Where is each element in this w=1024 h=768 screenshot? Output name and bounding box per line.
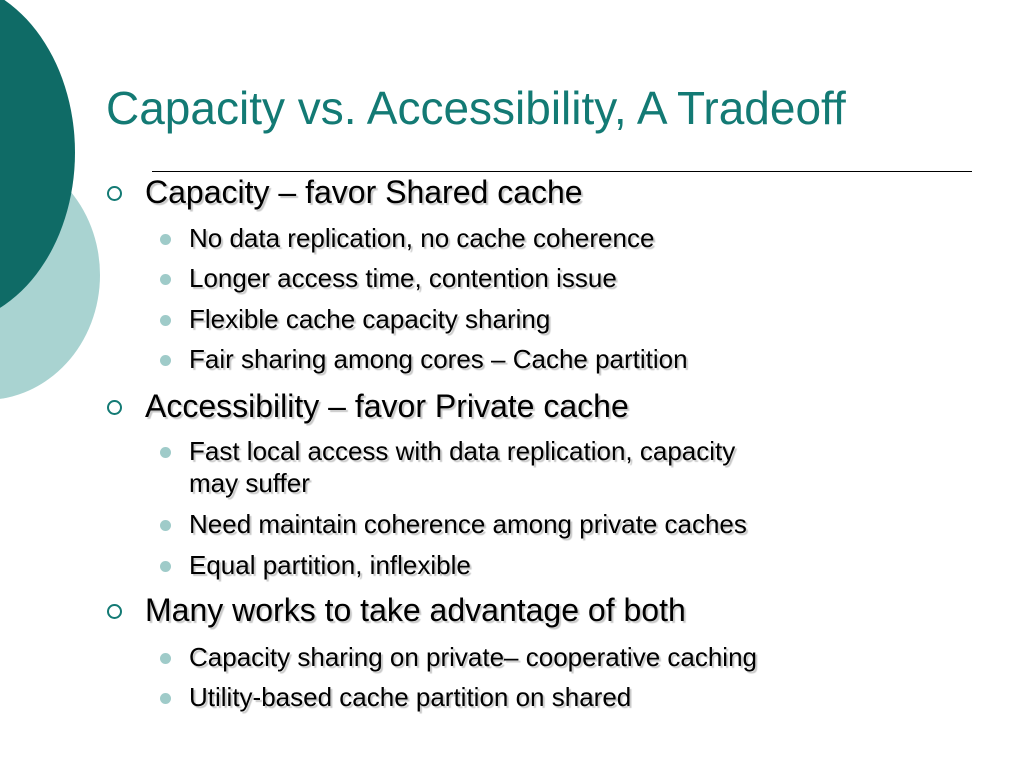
dot-bullet-icon [160,234,171,245]
bullet-level2 [189,303,550,335]
bullet-level1 [145,176,583,208]
dot-bullet-icon [160,315,171,326]
dot-bullet-icon [160,355,171,366]
bullet-text: Accessibility – favor Private cache [145,388,629,424]
ring-bullet-icon [107,400,122,415]
dot-bullet-icon [160,520,171,531]
bullet-text: Capacity – favor Shared cache [145,174,583,210]
bullet-level2 [189,222,654,254]
bullet-level1 [145,390,629,422]
ring-bullet-icon [107,604,122,619]
bullet-text: Flexible cache capacity sharing [189,304,551,334]
bullet-text: Longer access time, contention issue [189,263,617,293]
bullet-text: Fast local access with data replication, capacity [189,436,736,466]
bullet-level2 [189,435,735,467]
bullet-text: Fair sharing among cores – Cache partition [189,344,688,374]
bullet-level2 [189,681,631,713]
bullet-level2 [189,641,757,673]
bullet-text: may suffer [189,468,310,498]
bullet-level2 [189,508,747,540]
bullet-text: Equal partition, inflexible [189,550,471,580]
dot-bullet-icon [160,274,171,285]
dot-bullet-icon [160,561,171,572]
bullet-level2 [189,549,471,581]
dot-bullet-icon [160,447,171,458]
bullet-text: Need maintain coherence among private caches [189,509,747,539]
ring-bullet-icon [107,186,122,201]
dot-bullet-icon [160,693,171,704]
bullet-text: Utility-based cache partition on shared [189,682,632,712]
bullet-text: Capacity sharing on private– cooperative caching [189,642,758,672]
bullet-level2 [189,262,617,294]
dot-bullet-icon [160,653,171,664]
slide-title: Capacity vs. Accessibility, A Tradeoff [106,82,846,134]
bullet-level1 [145,594,686,626]
bullet-text: Many works to take advantage of both [145,592,686,628]
bullet-continuation [189,467,310,499]
bullet-text: No data replication, no cache coherence [189,223,655,253]
bullet-level2 [189,343,688,375]
